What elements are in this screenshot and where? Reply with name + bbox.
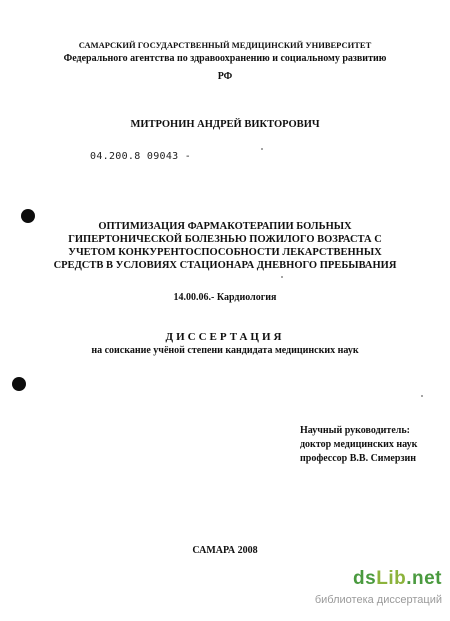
city-year: САМАРА 2008 [192,545,258,556]
title-line-4: СРЕДСТВ В УСЛОВИЯХ СТАЦИОНАРА ДНЕВНОГО ПРЕБЫВАНИЯ [53,260,397,271]
watermark-logo-net: .net [406,568,442,589]
supervisor-degree: доктор медицинских наук [300,439,418,450]
watermark-logo-lib: Lib [376,568,407,589]
agency-name: Федерального агентства по здравоохранению и социальному развитию [63,53,387,64]
scan-speck [261,148,263,150]
binding-hole-bottom [12,377,26,391]
watermark-logo-ds: ds [353,568,377,589]
supervisor-name: профессор В.В. Симерзин [300,453,417,464]
document-type: ДИССЕРТАЦИЯ [165,331,285,343]
specialty-code: 14.00.06.- Кардиология [173,292,277,303]
university-name: САМАРСКИЙ ГОСУДАРСТВЕННЫЙ МЕДИЦИНСКИЙ УНИВЕРСИТЕТ [78,40,372,50]
scan-speck [281,276,283,278]
title-line-2: ГИПЕРТОНИЧЕСКОЙ БОЛЕЗНЬЮ ПОЖИЛОГО ВОЗРАСТА С [68,234,382,245]
country-label: РФ [217,71,233,82]
title-line-1: ОПТИМИЗАЦИЯ ФАРМАКОТЕРАПИИ БОЛЬНЫХ [98,221,352,232]
author-name: МИТРОНИН АНДРЕЙ ВИКТОРОВИЧ [130,119,320,130]
document-purpose: на соискание учёной степени кандидата медицинских наук [91,345,359,356]
title-line-3: УЧЕТОМ КОНКУРЕНТОСПОСОБНОСТИ ЛЕКАРСТВЕННЫХ [68,247,382,258]
supervisor-label: Научный руководитель: [300,425,410,436]
scan-speck [421,395,423,397]
watermark-logo [330,568,442,590]
archive-stamp-number: 04.200.8 09043 - [90,151,192,162]
watermark-subtitle: библиотека диссертаций [314,594,442,606]
